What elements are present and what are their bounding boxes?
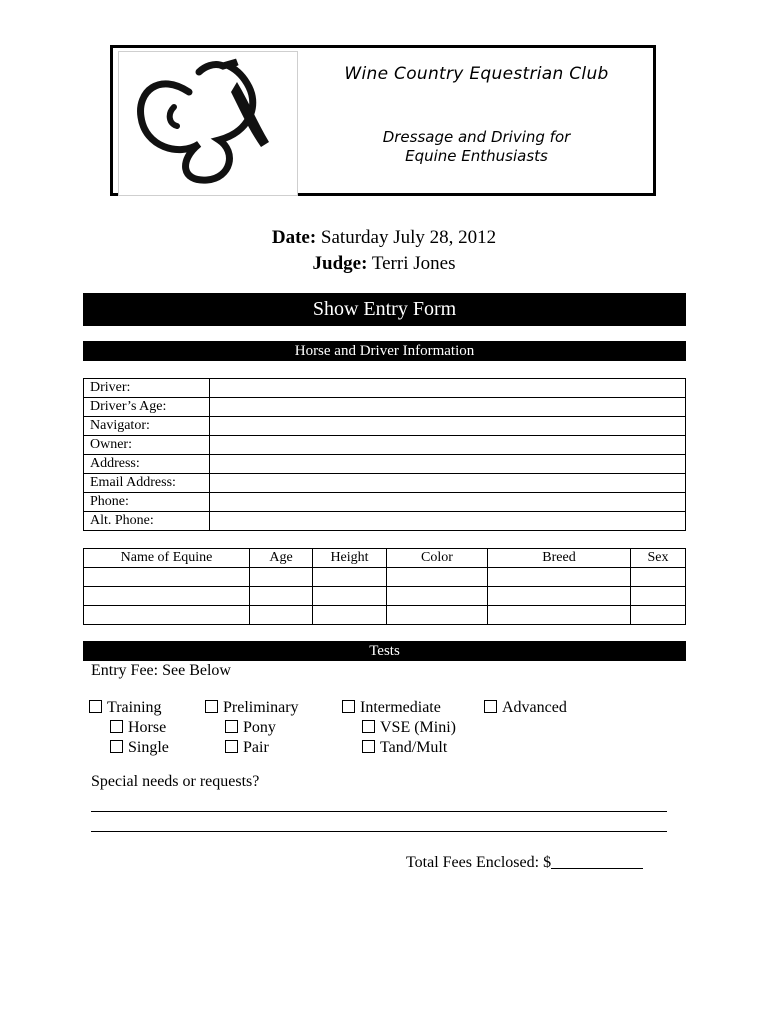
checkbox-icon[interactable] [225, 740, 238, 753]
info-field-label: Email Address: [84, 474, 210, 493]
option-training[interactable] [89, 699, 162, 717]
equine-table [83, 548, 686, 625]
equine-breed-cell[interactable] [488, 606, 631, 625]
equine-sex-cell[interactable] [631, 606, 686, 625]
option-intermediate[interactable] [342, 699, 441, 717]
equine-row [84, 568, 686, 587]
option-vse-mini[interactable] [362, 719, 456, 737]
event-judge [0, 253, 768, 275]
entry-fee-text: Entry Fee: See Below [91, 662, 231, 679]
equine-name-cell[interactable] [84, 606, 250, 625]
option-label: Pony [243, 719, 276, 736]
tagline-line-2: Equine Enthusiasts [405, 147, 548, 165]
info-field-input[interactable] [210, 398, 686, 417]
tagline-line-1: Dressage and Driving for [382, 128, 571, 146]
equine-height-cell[interactable] [313, 587, 387, 606]
option-preliminary[interactable] [205, 699, 299, 717]
col-age: Age [250, 549, 313, 568]
info-field-label: Driver: [84, 379, 210, 398]
option-pony[interactable] [225, 719, 276, 737]
option-label: Single [128, 739, 169, 756]
judge-value: Terri Jones [371, 253, 456, 274]
option-tand-mult[interactable] [362, 739, 447, 757]
equine-name-cell[interactable] [84, 568, 250, 587]
total-fees [406, 854, 643, 872]
info-field-input[interactable] [210, 493, 686, 512]
section-horse-driver: Horse and Driver Information [83, 341, 686, 361]
option-label: Tand/Mult [380, 739, 448, 756]
info-row [84, 474, 686, 493]
equine-breed-cell[interactable] [488, 568, 631, 587]
info-field-input[interactable] [210, 436, 686, 455]
info-field-input[interactable] [210, 455, 686, 474]
info-row [84, 417, 686, 436]
date-label: Date: [271, 227, 317, 248]
info-field-input[interactable] [210, 417, 686, 436]
special-needs-line-2[interactable] [91, 831, 667, 832]
total-fees-blank[interactable] [551, 854, 643, 869]
option-label: Pair [243, 739, 269, 756]
checkbox-icon[interactable] [362, 720, 375, 733]
form-title: Show Entry Form [83, 293, 686, 326]
equine-age-cell[interactable] [250, 587, 313, 606]
horse-driver-info-table [83, 378, 686, 531]
header-banner [110, 45, 656, 196]
equine-color-cell[interactable] [387, 587, 488, 606]
event-date [0, 227, 768, 249]
special-needs-line-1[interactable] [91, 811, 667, 812]
option-horse[interactable] [110, 719, 166, 737]
equine-row [84, 606, 686, 625]
info-field-label: Phone: [84, 493, 210, 512]
info-field-label: Driver’s Age: [84, 398, 210, 417]
option-pair[interactable] [225, 739, 269, 757]
club-tagline [299, 128, 654, 166]
info-field-label: Address: [84, 455, 210, 474]
equine-row [84, 587, 686, 606]
info-field-input[interactable] [210, 474, 686, 493]
col-name-of-equine: Name of Equine [84, 549, 250, 568]
equine-age-cell[interactable] [250, 568, 313, 587]
info-field-input[interactable] [210, 379, 686, 398]
equine-sex-cell[interactable] [631, 587, 686, 606]
info-field-input[interactable] [210, 512, 686, 531]
col-height: Height [313, 549, 387, 568]
checkbox-icon[interactable] [362, 740, 375, 753]
club-name: Wine Country Equestrian Club [344, 64, 609, 84]
date-value: Saturday July 28, 2012 [320, 227, 497, 248]
checkbox-icon[interactable] [225, 720, 238, 733]
checkbox-icon[interactable] [110, 740, 123, 753]
info-row [84, 379, 686, 398]
col-color: Color [387, 549, 488, 568]
section-tests: Tests [83, 641, 686, 661]
option-label: VSE (Mini) [380, 719, 456, 736]
info-row [84, 436, 686, 455]
info-field-label: Navigator: [84, 417, 210, 436]
equine-table-header-row [84, 549, 686, 568]
checkbox-icon[interactable] [89, 700, 102, 713]
equine-breed-cell[interactable] [488, 587, 631, 606]
total-fees-label: Total Fees Enclosed: $ [406, 854, 552, 871]
col-sex: Sex [631, 549, 686, 568]
equine-age-cell[interactable] [250, 606, 313, 625]
option-label: Intermediate [360, 699, 441, 716]
option-label: Training [107, 699, 162, 716]
judge-label: Judge: [312, 253, 368, 274]
equine-height-cell[interactable] [313, 568, 387, 587]
option-label: Advanced [502, 699, 567, 716]
option-label: Preliminary [223, 699, 299, 716]
option-advanced[interactable] [484, 699, 567, 717]
info-field-label: Alt. Phone: [84, 512, 210, 531]
col-breed: Breed [488, 549, 631, 568]
equine-color-cell[interactable] [387, 606, 488, 625]
info-row [84, 512, 686, 531]
checkbox-icon[interactable] [205, 700, 218, 713]
checkbox-icon[interactable] [342, 700, 355, 713]
equine-height-cell[interactable] [313, 606, 387, 625]
info-field-label: Owner: [84, 436, 210, 455]
option-single[interactable] [110, 739, 169, 757]
info-row [84, 455, 686, 474]
equine-sex-cell[interactable] [631, 568, 686, 587]
horse-head-logo-icon [118, 51, 298, 196]
special-needs-label: Special needs or requests? [91, 773, 260, 790]
info-row [84, 493, 686, 512]
option-label: Horse [128, 719, 167, 736]
checkbox-icon[interactable] [110, 720, 123, 733]
equine-name-cell[interactable] [84, 587, 250, 606]
checkbox-icon[interactable] [484, 700, 497, 713]
info-row [84, 398, 686, 417]
equine-color-cell[interactable] [387, 568, 488, 587]
